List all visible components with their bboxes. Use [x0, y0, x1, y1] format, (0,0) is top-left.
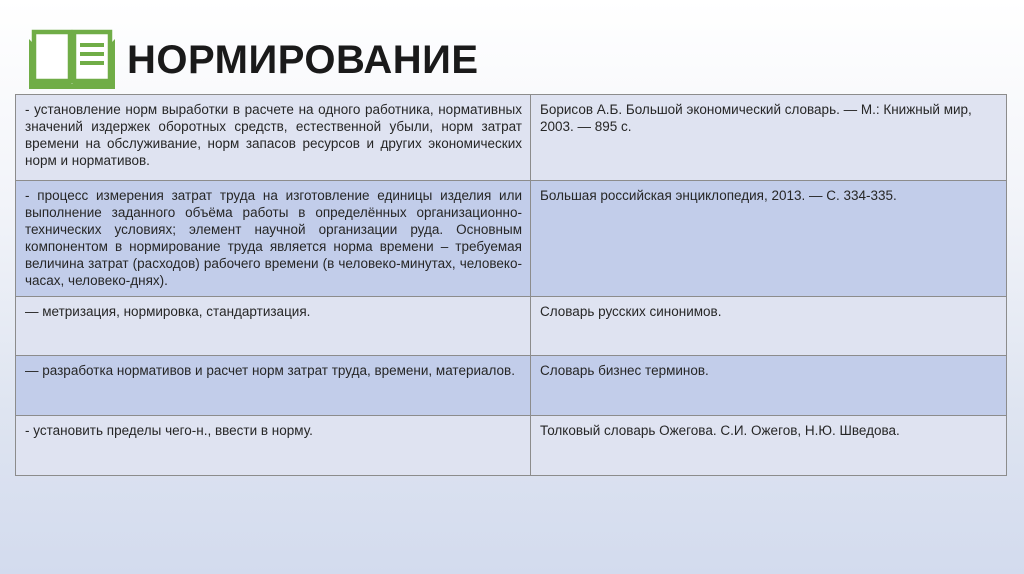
table-row — [16, 181, 1007, 297]
table-row — [16, 356, 1007, 416]
source-cell: Толковый словарь Ожегова. С.И. Ожегов, Н.Ю. Шведова. — [531, 416, 1007, 476]
slide-header — [27, 28, 479, 92]
source-cell: Борисов А.Б. Большой экономический словарь. — М.: Книжный мир, 2003. — 895 с. — [531, 95, 1007, 181]
table-row — [16, 416, 1007, 476]
definition-cell: - установить пределы чего-н., ввести в норму. — [16, 416, 531, 476]
definition-cell: — метризация, нормировка, стандартизация. — [16, 297, 531, 356]
page-title: НОРМИРОВАНИЕ — [127, 37, 479, 82]
definition-cell: - процесс измерения затрат труда на изготовление единицы изделия или выполнение заданного объёма работы в определённых организационно-технических условиях; элемент научной организации руда. Основным компонентом в нормирование труда является норма времени – требуемая величина затрат (расходов) рабочего времени (в человеко-минутах, человеко-часах, человеко-днях). — [16, 181, 531, 297]
definition-cell: - установление норм выработки в расчете на одного работника, нормативных значений издержек оборотных средств, естественной убыли, норм затрат времени на обслуживание, норм запасов ресурсов и других экономических норм и нормативов. — [16, 95, 531, 181]
table-row — [16, 95, 1007, 181]
definitions-table — [15, 94, 1007, 476]
source-cell: Словарь бизнес терминов. — [531, 356, 1007, 416]
source-cell: Словарь русских синонимов. — [531, 297, 1007, 356]
source-cell: Большая российская энциклопедия, 2013. — С. 334-335. — [531, 181, 1007, 297]
definition-cell: — разработка нормативов и расчет норм затрат труда, времени, материалов. — [16, 356, 531, 416]
table-row — [16, 297, 1007, 356]
open-book-icon — [27, 29, 117, 91]
